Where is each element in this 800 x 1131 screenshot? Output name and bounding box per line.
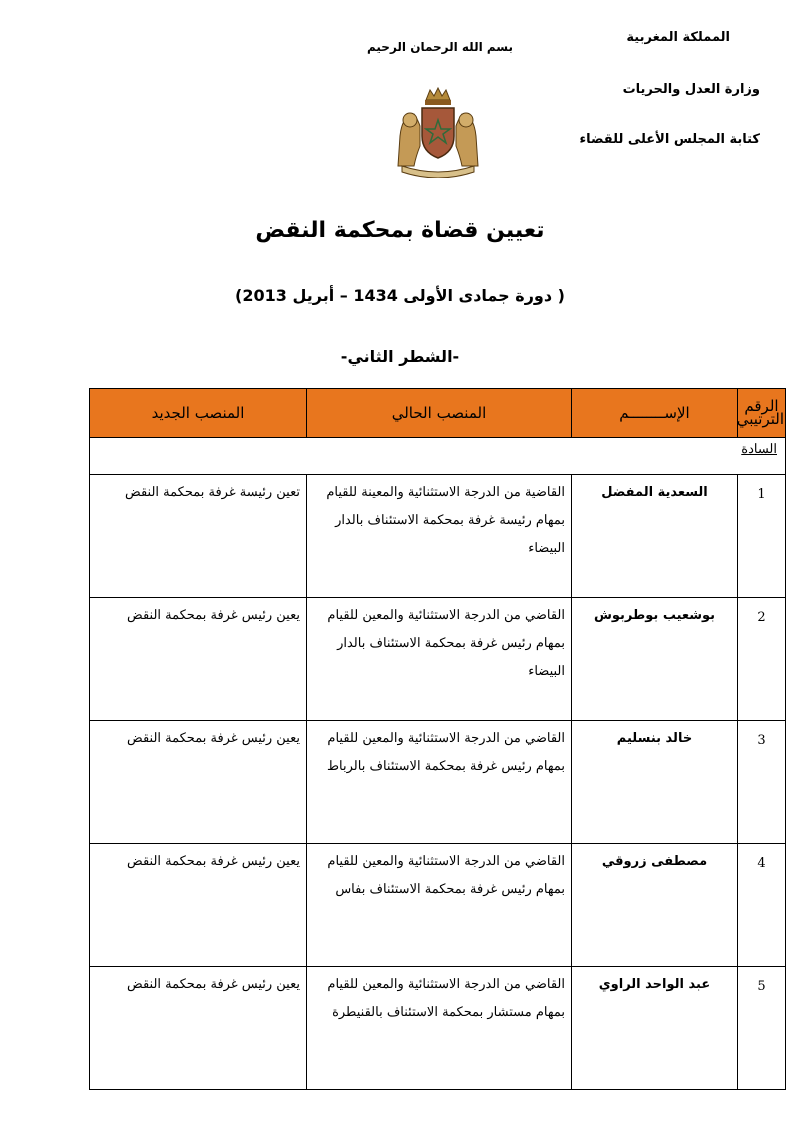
column-header-new-post: المنصب الجديد [90,389,307,438]
assembly-cell [90,438,786,475]
table-header-row [90,389,786,438]
new-post: تعين رئيسة غرفة بمحكمة النقض [90,475,307,598]
row-number: 5 [738,967,786,1090]
judge-name: السعدية المفضل [572,475,738,598]
assembly-label: السادة [741,442,777,457]
assembly-row [90,438,786,475]
part-subtitle: -الشطر الثاني- [340,347,460,366]
judge-name: بوشعيب بوطربوش [572,598,738,721]
new-post: يعين رئيس غرفة بمحكمة النقض [90,598,307,721]
council-secretariat-line: كتابة المجلس الأعلى للقضاء [579,132,760,147]
moroccan-coat-of-arms-icon [388,86,488,178]
column-header-number: الرقم الترتيبي [738,389,786,438]
new-post: يعين رئيس غرفة بمحكمة النقض [90,721,307,844]
session-subtitle: ( دورة جمادى الأولى 1434 – أبريل 2013) [235,286,565,305]
current-post: القاضي من الدرجة الاستثنائية والمعين للقيام بمهام رئيس غرفة بمحكمة الاستئناف بفاس [307,844,572,967]
table-row [90,598,786,721]
table-row [90,844,786,967]
table-row [90,721,786,844]
ministry-line: وزارة العدل والحريات [622,82,760,97]
judge-name: مصطفى زروقي [572,844,738,967]
current-post: القاضي من الدرجة الاستثنائية والمعين للقيام بمهام رئيس غرفة بمحكمة الاستئناف بالرباط [307,721,572,844]
judge-name: عبد الواحد الراوي [572,967,738,1090]
appointments-table [89,388,786,1090]
column-header-current-post: المنصب الحالي [307,389,572,438]
column-header-name: الإســــــــم [572,389,738,438]
row-number: 1 [738,475,786,598]
document-title: تعيين قضاة بمحكمة النقض [255,218,545,243]
judge-name: خالد بنسليم [572,721,738,844]
row-number: 4 [738,844,786,967]
table-row [90,475,786,598]
basmala: بسم الله الرحمان الرحيم [366,40,514,54]
current-post: القاضي من الدرجة الاستثنائية والمعين للقيام بمهام مستشار بمحكمة الاستئناف بالقنيطرة [307,967,572,1090]
new-post: يعين رئيس غرفة بمحكمة النقض [90,967,307,1090]
table-row [90,967,786,1090]
current-post: القاضية من الدرجة الاستثنائية والمعينة للقيام بمهام رئيسة غرفة بمحكمة الاستئناف بالدار البيضاء [307,475,572,598]
new-post: يعين رئيس غرفة بمحكمة النقض [90,844,307,967]
row-number: 2 [738,598,786,721]
current-post: القاضي من الدرجة الاستثنائية والمعين للقيام بمهام رئيس غرفة بمحكمة الاستئناف بالدار البيضاء [307,598,572,721]
row-number: 3 [738,721,786,844]
kingdom-line: المملكة المغربية [626,30,730,45]
